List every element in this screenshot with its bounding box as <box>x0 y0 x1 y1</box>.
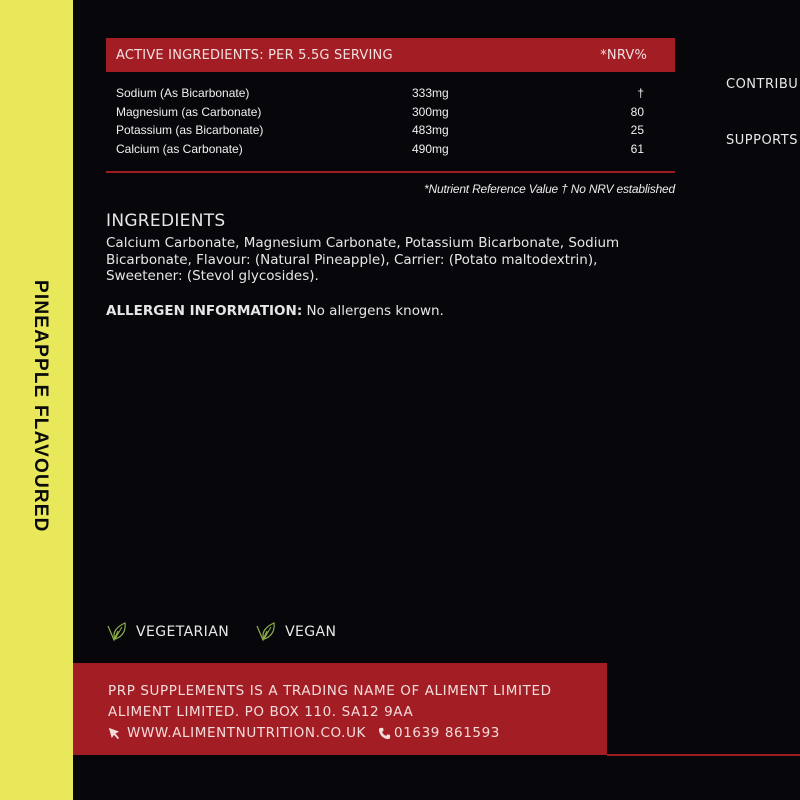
nutrient-amount: 483mg <box>412 123 449 138</box>
badge-vegan <box>255 620 336 644</box>
nutrient-name: Sodium (As Bicarbonate) <box>116 86 250 101</box>
company-line2: ALIMENT LIMITED. PO BOX 110. SA12 9AA <box>108 704 414 720</box>
table-row <box>106 103 675 122</box>
badge-label: VEGETARIAN <box>136 624 230 640</box>
nutrient-nrv: 80 <box>630 104 644 119</box>
badge-vegetarian <box>106 620 229 644</box>
company-info-box <box>73 663 607 755</box>
badge-label: VEGAN <box>285 624 337 640</box>
flavour-strip <box>0 0 73 800</box>
phone-icon <box>378 727 391 740</box>
website-link[interactable]: WWW.ALIMENTNUTRITION.CO.UK <box>127 725 367 741</box>
allergen-label: ALLERGEN INFORMATION: <box>106 302 303 319</box>
company-line1: PRP SUPPLEMENTS IS A TRADING NAME OF ALIMENT LIMITED <box>108 683 552 699</box>
nutrient-amount: 300mg <box>412 104 449 119</box>
allergen-info <box>106 303 666 319</box>
nutrient-amount: 333mg <box>412 86 449 101</box>
nutrient-nrv: 61 <box>630 141 644 156</box>
flavour-label: PINEAPPLE FLAVOURED <box>29 280 51 533</box>
ingredients-title: INGREDIENTS <box>106 211 226 231</box>
ingredients-section <box>106 211 666 319</box>
contact-line <box>108 723 607 744</box>
leaf-check-icon <box>255 620 279 644</box>
nutrient-nrv: 25 <box>630 123 644 138</box>
allergen-text: No allergens known. <box>302 302 444 319</box>
right-panel-line2: SUPPORTS <box>726 133 798 148</box>
nutrition-header-title: ACTIVE INGREDIENTS: PER 5.5G SERVING <box>116 47 393 63</box>
table-row <box>106 140 675 159</box>
nutrient-nrv: † <box>637 86 644 101</box>
leaf-check-icon <box>106 620 130 644</box>
nutrition-header-nrv: *NRV% <box>600 47 647 63</box>
ingredients-list: Calcium Carbonate, Magnesium Carbonate, Potassium Bicarbonate, Sodium Bicarbonate, Flavour: (Natural Pineapple), Carrier: (Potato maltodextrin), Sweetener: (Stevol glycosides). <box>106 235 620 284</box>
cursor-icon <box>108 727 121 740</box>
table-row <box>106 84 675 103</box>
nutrient-amount: 490mg <box>412 141 449 156</box>
nutrient-name: Potassium (as Bicarbonate) <box>116 123 264 138</box>
nutrition-header <box>106 38 675 72</box>
diet-badges <box>106 620 336 644</box>
nutrient-name: Calcium (as Carbonate) <box>116 141 243 156</box>
table-row <box>106 121 675 140</box>
phone-number[interactable]: 01639 861593 <box>394 725 500 741</box>
nutrition-table <box>106 38 675 196</box>
footer-divider <box>607 754 800 756</box>
table-divider <box>106 171 675 173</box>
nrv-footnote: *Nutrient Reference Value † No NRV established <box>424 182 675 196</box>
right-panel-line1: CONTRIBU <box>726 77 799 92</box>
nutrient-name: Magnesium (as Carbonate) <box>116 104 262 119</box>
